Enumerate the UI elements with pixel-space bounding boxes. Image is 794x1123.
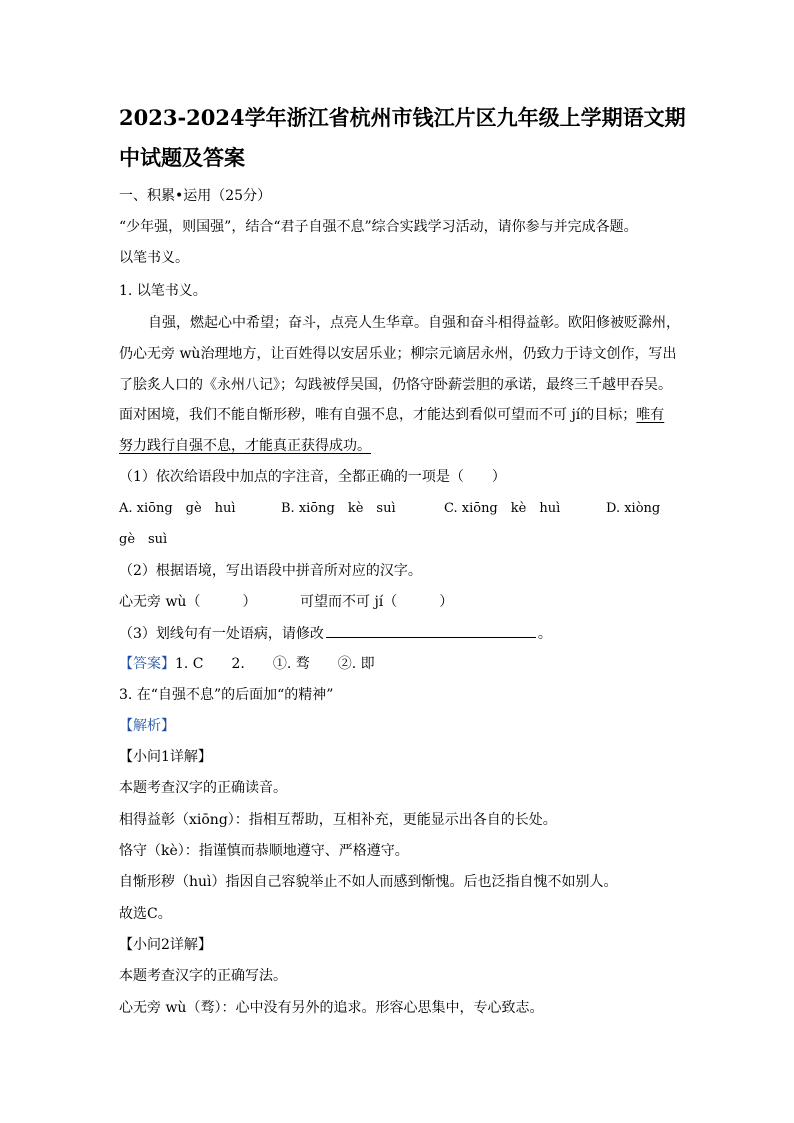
section-intro: “少年强，则国强”，结合“君子自强不息”综合实践学习活动，请你参与并完成各题。 (119, 219, 638, 235)
sub-question-2-label: 【小问2详解】 (119, 937, 212, 953)
underlined-sentence-end: 努力践行自强不息，才能真正获得成功。 (119, 438, 371, 454)
option-b: B. xiōng kè suì (281, 501, 396, 516)
analysis-1-line-5: 故选C。 (119, 906, 172, 922)
section-heading: 一、积累•运用（25分） (119, 188, 272, 204)
answer-text: 1. C 2. ①. 骛 ②. 即 (175, 656, 375, 672)
question-1-2-stem: （2）根据语境，写出语段中拼音所对应的汉字。 (119, 563, 422, 579)
question-1-3 (119, 623, 552, 644)
page-title-line-1: 2023-2024学年浙江省杭州市钱江片区九年级上学期语文期 (119, 105, 686, 130)
analysis-label: 【解析】 (119, 718, 175, 734)
analysis-2-line-1: 本题考查汉字的正确写法。 (119, 968, 287, 984)
analysis-1-line-3: 恪守（kè）：指谨慎而恭顺地遵守、严格遵守。 (119, 843, 409, 859)
analysis-1-line-1: 本题考查汉字的正确读音。 (119, 780, 287, 796)
page-title-line-2: 中试题及答案 (119, 145, 245, 170)
analysis-2-line-2: 心无旁 wù（骛）：心中没有另外的追求。形容心思集中，专心致志。 (119, 1000, 544, 1016)
option-d: D. xiòng (606, 501, 661, 516)
answer-blank (326, 623, 536, 638)
passage-line-4-text: 面对困境，我们不能自惭形秽，唯有自强不息，才能达到看似可望而不可 jí的目标； (119, 407, 637, 423)
question-1-2-blank-1: 心无旁 wù（ ） (119, 594, 257, 610)
option-c: C. xiōng kè huì (444, 501, 561, 516)
analysis-1-line-4: 自惭形秽（huì）指因自己容貌举止不如人而感到惭愧。后也泛指自愧不如别人。 (119, 874, 618, 890)
question-1-2-blank-2: 可望而不可 jí（ ） (300, 594, 454, 610)
answer-item-3: 3. 在“自强不息”的后面加“的精神” (119, 687, 334, 703)
passage-line-4 (119, 405, 664, 425)
passage-line-2: 仍心无旁 wù治理地方，让百姓得以安居乐业；柳宗元谪居永州，仍致力于诗文创作，写出 (119, 346, 677, 362)
answer-line (119, 654, 375, 674)
option-a: A. xiōng gè huì (119, 501, 236, 516)
option-d-continued: gè suì (119, 532, 168, 547)
question-1-3-end: 。 (537, 626, 552, 642)
sub-question-1-label: 【小问1详解】 (119, 749, 212, 765)
passage-line-3: 了脍炙人口的《永州八记》；勾践被俘吴国，仍恪守卧薪尝胆的承诺，最终三千越甲吞吴。 (119, 377, 672, 393)
question-1-3-stem: （3）划线句有一处语病，请修改 (119, 626, 324, 642)
question-1-1-stem: （1）依次给语段中加点的字注音，全都正确的一项是（ ） (119, 469, 506, 485)
question-1-label: 1. 以笔书义。 (119, 283, 207, 299)
sub-title: 以笔书义。 (119, 250, 189, 266)
passage-line-1: 自强，燃起心中希望；奋斗，点亮人生华章。自强和奋斗相得益彰。欧阳修被贬滁州， (148, 315, 680, 331)
analysis-1-line-2: 相得益彰（xiōng）：指相互帮助，互相补充，更能显示出各自的长处。 (119, 812, 557, 828)
underlined-sentence-start: 唯有 (636, 407, 665, 423)
answer-label: 【答案】 (119, 656, 175, 672)
